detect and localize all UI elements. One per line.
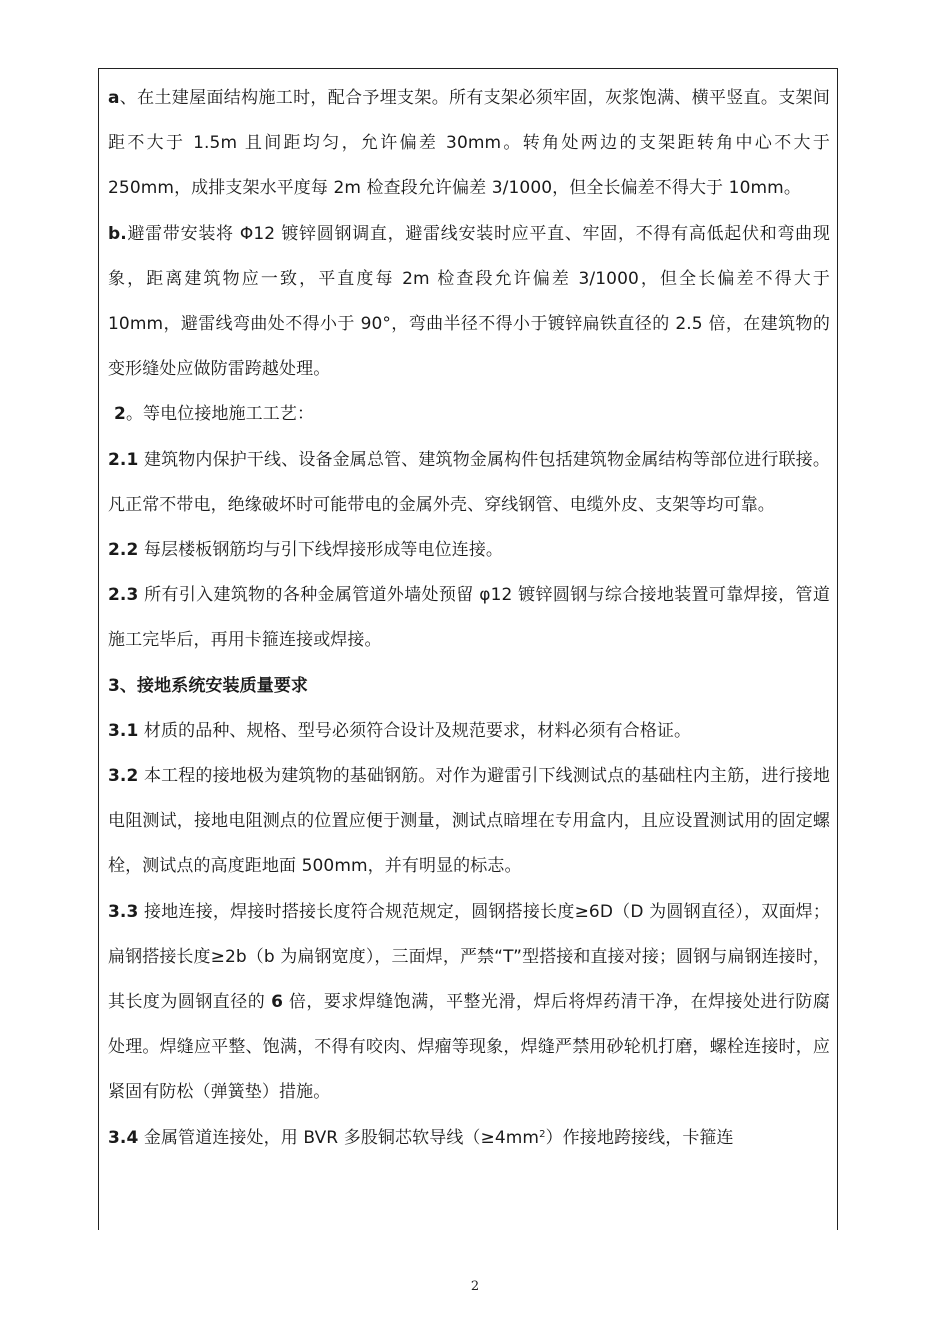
paragraph-lead: 2.3 [108, 585, 139, 606]
paragraph-text: 每层楼板钢筋均与引下线焊接形成等电位连接。 [138, 540, 504, 561]
paragraph-lead: 3.3 [108, 901, 139, 922]
paragraph-lead: 2.1 [108, 449, 139, 470]
paragraph-lead: 3.2 [108, 766, 139, 787]
paragraph-text: 、在土建屋面结构施工时，配合予埋支架。所有支架必须牢固，灰浆饱满、横平竖直。支架间距不大于 1.5m 且间距均匀，允许偏差 30mm。转角处两边的支架距转角中心不大于 250mm，成排支架水平度每 2m 检查段允许偏差 3/1000，但全长偏差不得大于 10mm。 [108, 88, 830, 199]
paragraph-text-before: 接地连接，焊接时搭接长度符合规范规定，圆钢搭接长度≥6D（D 为圆钢直径），双面焊；扁钢搭接长度≥2b（b 为扁钢宽度），三面焊，严禁“T”型搭接和直接对接；圆钢与扁钢连接时，其长度为圆钢直径的 [108, 901, 830, 1013]
paragraph-text-after: ）作接地跨接线，卡箍连 [545, 1127, 734, 1148]
superscript: 2 [539, 1128, 546, 1140]
paragraph-3-1 [108, 709, 830, 754]
section-2-title [108, 392, 830, 437]
paragraph-3-2 [108, 754, 830, 890]
paragraph-lead: 3.4 [108, 1127, 139, 1148]
paragraph-2-2 [108, 528, 830, 573]
paragraph-lead: 2.2 [108, 540, 139, 561]
paragraph-text-before: 金属管道连接处，用 BVR 多股铜芯软导线（≥4mm [138, 1127, 540, 1148]
section-3-heading: 3、接地系统安装质量要求 [108, 675, 309, 696]
paragraph-b [108, 212, 830, 393]
paragraph-2-1 [108, 438, 830, 528]
paragraph-text: 。等电位接地施工工艺： [125, 404, 315, 425]
paragraph-2-3 [108, 573, 830, 663]
paragraph-text-after: 倍，要求焊缝饱满，平整光滑，焊后将焊药清干净，在焊接处进行防腐处理。焊缝应平整、饱满，不得有咬肉、焊瘤等现象，焊缝严禁用砂轮机打磨，螺栓连接时，应紧固有防松（弹簧垫）措施。 [108, 992, 830, 1103]
paragraph-a [108, 76, 830, 212]
paragraph-lead: 2 [108, 404, 126, 425]
paragraph-lead: a [108, 88, 120, 108]
document-body [108, 76, 830, 1161]
paragraph-text: 本工程的接地极为建筑物的基础钢筋。对作为避雷引下线测试点的基础柱内主筋，进行接地电阻测试，接地电阻测点的位置应便于测量，测试点暗埋在专用盒内，且应设置测试用的固定螺栓，测试点的高度距地面 500mm，并有明显的标志。 [108, 766, 830, 877]
paragraph-text: 避雷带安装将 Φ12 镀锌圆钢调直，避雷线安装时应平直、牢固，不得有高低起伏和弯曲现象，距离建筑物应一致，平直度每 2m 检查段允许偏差 3/1000，但全长偏差不得大于 10mm，避雷线弯曲处不得小于 90°，弯曲半径不得小于镀锌扁铁直径的 2.5 倍，在建筑物的变形缝处应做防雷跨越处理。 [108, 223, 830, 380]
paragraph-bold-number: 6 [271, 992, 284, 1013]
paragraph-lead: b. [108, 223, 127, 244]
paragraph-text: 所有引入建筑物的各种金属管道外墙处预留 φ12 镀锌圆钢与综合接地装置可靠焊接，管道施工完毕后，再用卡箍连接或焊接。 [108, 585, 830, 651]
paragraph-3-3 [108, 890, 830, 1116]
page-number: 2 [470, 1279, 480, 1294]
paragraph-3-4 [108, 1116, 830, 1161]
paragraph-text: 材质的品种、规格、型号必须符合设计及规范要求，材料必须有合格证。 [138, 720, 692, 741]
paragraph-lead: 3.1 [108, 720, 139, 741]
paragraph-text: 建筑物内保护干线、设备金属总管、建筑物金属构件包括建筑物金属结构等部位进行联接。凡正常不带电，绝缘破坏时可能带电的金属外壳、穿线钢管、电缆外皮、支架等均可靠。 [108, 449, 830, 515]
